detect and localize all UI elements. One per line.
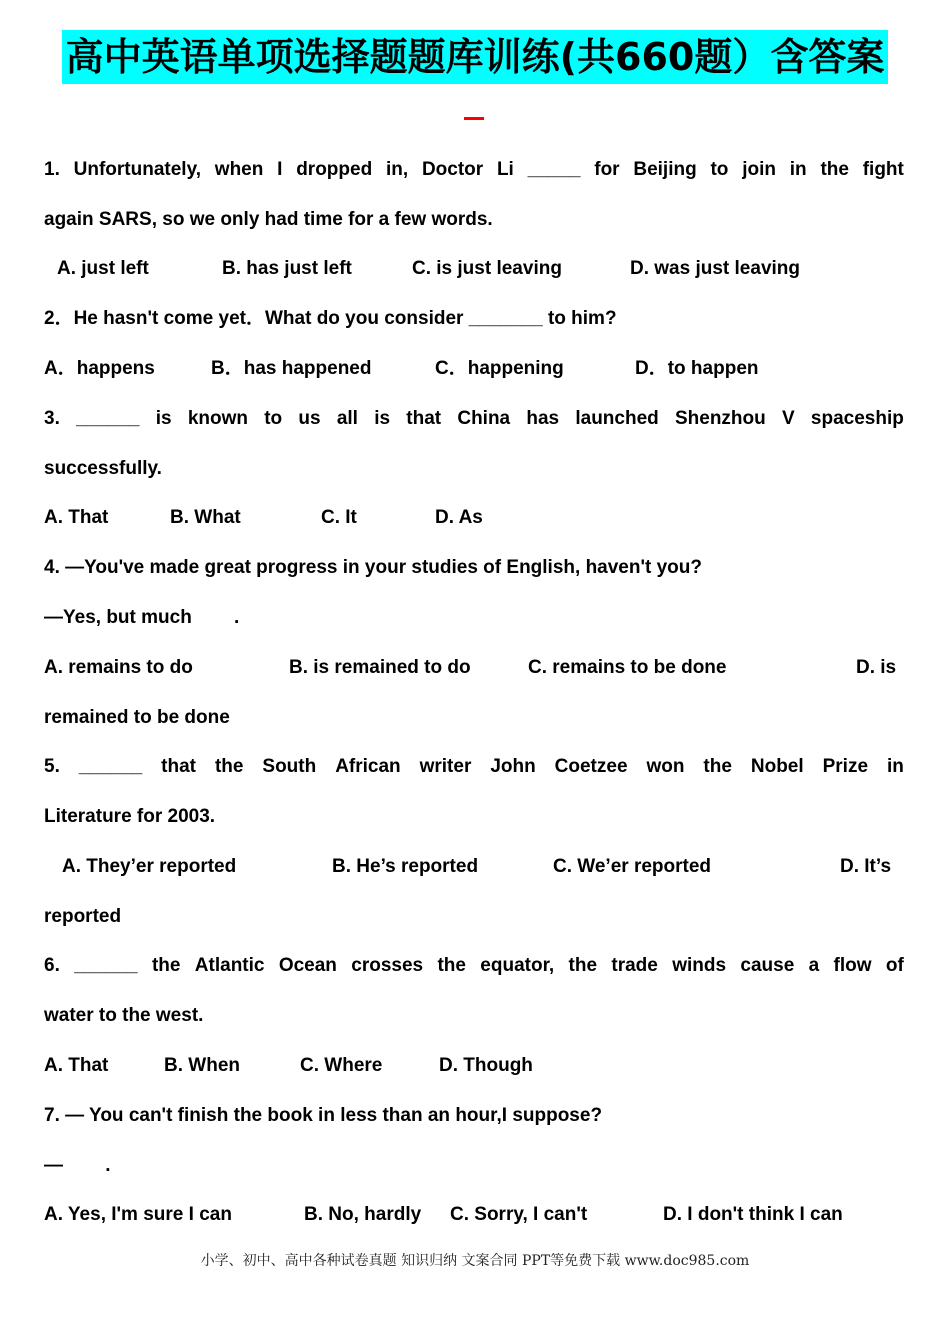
question-4-line-2: —Yes, but much . xyxy=(44,607,240,628)
question-1-line-1 xyxy=(44,157,904,183)
option-c: C. Where xyxy=(300,1055,383,1076)
question-7-line-2: — . xyxy=(44,1155,111,1176)
word: is xyxy=(374,408,391,429)
word: 3. xyxy=(44,408,60,429)
word: fight xyxy=(862,159,904,180)
word: trade xyxy=(611,955,658,976)
word: to xyxy=(710,159,729,180)
word: the xyxy=(703,756,732,777)
question-2-line-1: 2．He hasn't come yet．What do you consider _______ to him? xyxy=(44,308,617,329)
word: in, xyxy=(385,159,409,180)
option-a: A. They’er reported xyxy=(62,856,237,877)
word: writer xyxy=(419,756,472,777)
word: 5. xyxy=(44,756,60,777)
word: launched xyxy=(575,408,659,429)
option-a: A. That xyxy=(44,507,109,528)
word: ______ xyxy=(74,955,138,976)
word: John xyxy=(490,756,536,777)
word: of xyxy=(885,955,904,976)
option-a: A．happens xyxy=(44,358,155,379)
question-3-line-2: successfully. xyxy=(44,458,162,479)
option-c: C. Sorry, I can't xyxy=(450,1204,588,1225)
question-6-options xyxy=(44,1053,904,1079)
word: in xyxy=(789,159,807,180)
word: that xyxy=(406,408,442,429)
word: the xyxy=(820,159,849,180)
option-c: C．happening xyxy=(435,358,564,379)
word: Nobel xyxy=(750,756,804,777)
option-b: B. What xyxy=(170,507,241,528)
option-b: B. has just left xyxy=(222,258,352,279)
option-c: C. is just leaving xyxy=(412,258,562,279)
question-3-options xyxy=(44,505,904,531)
word: Unfortunately, xyxy=(73,159,202,180)
option-d: D．to happen xyxy=(635,358,759,379)
word: South xyxy=(262,756,317,777)
question-4-options xyxy=(44,655,904,681)
option-d: D. Though xyxy=(439,1055,533,1076)
word: equator, xyxy=(480,955,555,976)
question-6-line-1 xyxy=(44,953,904,979)
option-d: D. It’s xyxy=(840,856,892,877)
question-4-line-4: remained to be done xyxy=(44,707,230,728)
word: 6. xyxy=(44,955,60,976)
word: ______ xyxy=(76,408,140,429)
word: a xyxy=(808,955,820,976)
word: crosses xyxy=(351,955,424,976)
word: Li xyxy=(496,159,514,180)
word: the xyxy=(437,955,466,976)
word: dropped xyxy=(296,159,373,180)
word: China xyxy=(457,408,511,429)
word: Doctor xyxy=(421,159,484,180)
title-container xyxy=(0,30,950,84)
question-5-line-2: Literature for 2003. xyxy=(44,806,216,827)
option-a: A. just left xyxy=(57,258,149,279)
word: when xyxy=(214,159,264,180)
option-d: D. I don't think I can xyxy=(663,1204,843,1225)
word: Coetzee xyxy=(554,756,628,777)
option-a: A. That xyxy=(44,1055,109,1076)
question-1-options xyxy=(57,256,917,282)
question-4-line-1: 4. —You've made great progress in your studies of English, haven't you? xyxy=(44,557,702,578)
option-b: B. He’s reported xyxy=(332,856,479,877)
question-5-line-4: reported xyxy=(44,906,122,927)
option-b: B. is remained to do xyxy=(289,657,471,678)
word: join xyxy=(742,159,776,180)
word: I xyxy=(277,159,283,180)
page-title: 高中英语单项选择题题库训练(共660题）含答案 xyxy=(62,30,889,84)
word: spaceship xyxy=(810,408,904,429)
word: cause xyxy=(740,955,795,976)
word: winds xyxy=(672,955,727,976)
word: won xyxy=(646,756,685,777)
question-1-line-2: again SARS, so we only had time for a few words. xyxy=(44,209,493,230)
option-b: B. When xyxy=(164,1055,240,1076)
question-5-line-1 xyxy=(44,754,904,780)
word: known xyxy=(187,408,248,429)
question-7-options xyxy=(44,1202,904,1228)
word: 1. xyxy=(44,159,60,180)
option-c: C. remains to be done xyxy=(528,657,727,678)
word: _____ xyxy=(527,159,581,180)
word: all xyxy=(336,408,358,429)
footer-text: 小学、初中、高中各种试卷真题 知识归纳 文案合同 PPT等免费下载 www.doc985.com xyxy=(200,1253,750,1269)
option-d: D. was just leaving xyxy=(630,258,800,279)
option-c: C. We’er reported xyxy=(553,856,712,877)
word: Prize xyxy=(822,756,869,777)
option-c: C. It xyxy=(321,507,357,528)
word: the xyxy=(568,955,598,976)
question-5-options xyxy=(62,854,904,880)
option-d: D. As xyxy=(435,507,483,528)
option-a: A. remains to do xyxy=(44,657,193,678)
word: ______ xyxy=(78,756,143,777)
question-6-line-2: water to the west. xyxy=(44,1005,204,1026)
option-b: B. No, hardly xyxy=(304,1204,422,1225)
option-d: D. is xyxy=(856,657,897,678)
word: that xyxy=(161,756,196,777)
question-3-line-1 xyxy=(44,406,904,432)
word: in xyxy=(886,756,904,777)
word: African xyxy=(335,756,401,777)
word: Ocean xyxy=(278,955,337,976)
word: has xyxy=(526,408,560,429)
word: V xyxy=(782,408,795,429)
word: to xyxy=(264,408,283,429)
word: for xyxy=(594,159,620,180)
word: us xyxy=(298,408,321,429)
question-2-options xyxy=(44,356,904,382)
word: Atlantic xyxy=(194,955,265,976)
word: flow xyxy=(833,955,872,976)
option-a: A. Yes, I'm sure I can xyxy=(44,1204,232,1225)
word: the xyxy=(214,756,244,777)
word: Shenzhou xyxy=(674,408,766,429)
title-underscore-mark xyxy=(464,117,484,120)
word: is xyxy=(155,408,172,429)
word: Beijing xyxy=(633,159,697,180)
option-b: B．has happened xyxy=(211,358,372,379)
word: the xyxy=(151,955,181,976)
question-7-line-1: 7. — You can't finish the book in less than an hour,I suppose? xyxy=(44,1105,603,1126)
